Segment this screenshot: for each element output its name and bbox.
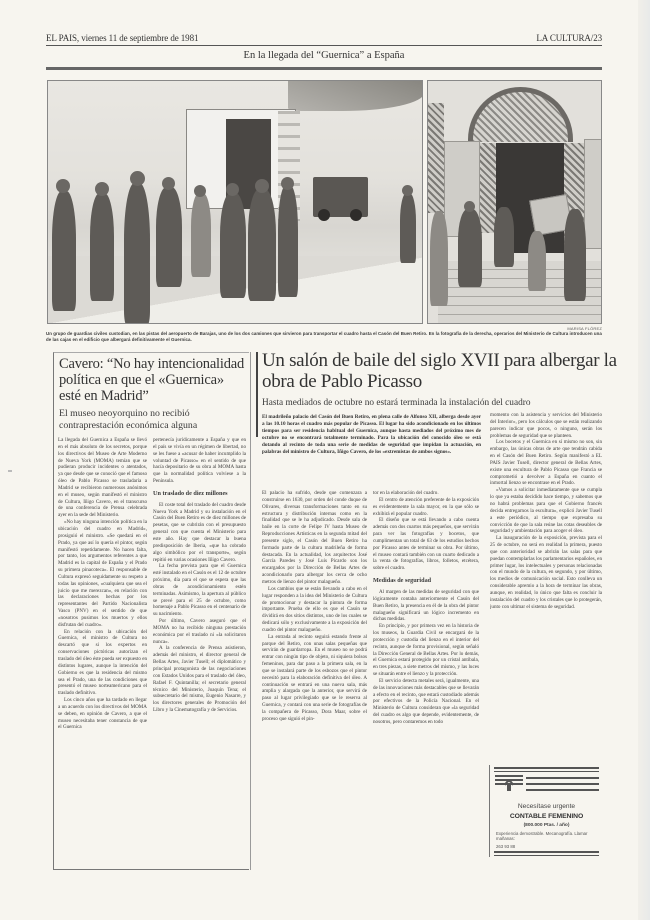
- paragraph: La entrada al recinto seguirá estando frente al parque del Retiro, con unas salas pequeñas que servirán de guardarropa. En el museo no se podrá entrar con ningún tipo de objeto, ni siquiera bolsos femeninos, para dar paso a la primera sala, en la que se instalará parte de los esbozos que el pintor necesitó para la elaboración definitiva del óleo. A continuación se entrará en una nueva sala, más amplia y alargada que la anterior, que servirá de paso al lugar privilegiado que se le reserva al Guernica, y contará con una serie de fotografías de la compañera de Picasso, Dora Maar, sobre el proceso que siguió el pin-: [262, 633, 367, 722]
- paragraph: A la conferencia de Prensa asistieron, además del ministro, el director general de Bellas Artes, Javier Tusell; el diplomático y principal protagonista de las negociaciones con Estados Unidos para el traslado del óleo, Rafael F. Quintanilla; el secretario general técnico del Ministerio, Joaquín Tena; el subsecretario del mismo, Eugenio Nasarre, y los directores generales de Promoción del Libro y la Cinematografía y de Servicios.: [153, 645, 246, 714]
- paragraph: El diseño que se está llevando a cabo cuenta además con dos cuartos más pequeños, que servirán para ver las fotografías y bocetos, que cumplimentan un total de 63 de los estudios hechos por Picasso antes de terminar su obra. Por último, el museo contará también con un cuarto dedicado a la venta de fotografías, libros, folletos, etcétera, sobre el cuadro.: [373, 517, 479, 572]
- main-article-headline: Un salón de baile del siglo XVII para albergar la obra de Pablo Picasso: [262, 350, 617, 392]
- ad-rule: [494, 771, 599, 772]
- ad-role: CONTABLE FEMENINO: [509, 813, 584, 820]
- paragraph: La inauguración de la exposición, prevista para el 25 de octubre, no será en realidad la primera, puesto que con anterioridad se abrirán las salas para que puedan contemplarlas los parlamentarios españoles, en primer lugar, los intelectuales y personas relacionadas con el mundo de la cultura, en segundo, y por último, los medios de comunicación social. Esto conlleva un considerable apremio a la hora de terminar las obras, aunque, en realidad, lo único que falta es concluir la instalación del cuadro y los cristales que lo protegerán, junto con ultimar el sistema de seguridad.: [490, 535, 602, 610]
- main-article-column-3: [490, 412, 602, 750]
- ad-rule: [494, 851, 599, 853]
- guard-figure: [220, 193, 246, 298]
- company-logo-icon: [495, 773, 523, 791]
- newspaper-date: EL PAIS, viernes 11 de septiembre de 1981: [46, 33, 199, 43]
- worker-figure: [458, 209, 482, 287]
- paragraph: La fecha prevista para que el Guernica esté instalado en el Casón es el 12 de octubre próximo, día para el que se espera que las obras de acondicionamiento estén terminadas. Asimismo, la apertura al público se prevé para el 25 de octubre, como homenaje a Pablo Picasso en el centenario de su nacimiento.: [153, 563, 246, 618]
- subsection-heading: Medidas de seguridad: [373, 577, 432, 585]
- guard-figure: [124, 183, 150, 324]
- worker-head: [464, 201, 475, 212]
- section-page-number: LA CULTURA/23: [536, 33, 602, 43]
- paragraph: En relación con la ubicación del Guernica, el ministro de Cultura no descartó que si los expertos en conservaciones pictóricas autorizan el traslado del óleo éste pueda ser expuesto en distintos lugares, aunque la intención del Gobierno es que la residencia del mismo sea el Prado, una de las condiciones que presentó el museo norteamericano para el traslado definitivo.: [58, 628, 147, 697]
- headline-accent-bar: [256, 352, 258, 437]
- masthead: [46, 33, 602, 45]
- paragraph: Los bocetos y el Guernica en sí mismo no son, sin embargo, las únicas obras de arte que tendrán cabida en el Casón del Buen Retiro. Según manifestó a EL PAIS Javier Tusell, director general de Bellas Artes, existe una escultura de Pablo Picasso que Francia se comprometió a devolver a España en cuanto el inmortal lienzo se encontrase en el Prado.: [490, 439, 602, 487]
- paragraph: Los cambios que se están llevando a cabo en el lugar responden a la idea del Ministerio de Cultura de promocionar y destacar la pintura de forma importante. Prueba de ello es que el Casón se dividirá en dos sitios distintos, uno de los cuales se dedicará sólo y exclusivamente a la exposición del cuadro del pintor malagueño.: [262, 585, 367, 633]
- paragraph: «No hay ninguna intención política en la ubicación del cuadro en Madrid», prosiguió el ministro. «Se quedará en el Prado, ya que así lo quería el pintor, según manifestó repetidamente. No hacen falta, por tanto, los argumentos referentes a que Madrid es la capital de España y el Prado su primera pinacoteca». El responsable de Cultura expresó seguidamente su respeto a todas las opiniones, «cualquiera que sea el juicio que me merezcan», en relación con las declaraciones hechas por los representantes del Partido Nacionalista Vasco (PNV) en el sentido de que «nosotros pusimos los muertos y ellos disfrutan del cuadro».: [58, 519, 147, 628]
- photo-credit: MARISA FLÓREZ: [567, 326, 602, 331]
- guard-figure: [400, 193, 416, 263]
- paragraph: El palacio ha sufrido, desde que comenzara a construirse en 1630, por orden del conde duque de Olivares, diversas transformaciones tanto en su estructura y distribución internas como en la finalidad que se le ha adjudicado. Desde sala de baile en la corte de Felipe IV hasta Museo de Reproducciones Artísticas en la segunda mitad del presente siglo, el Casón del Buen Retiro ha formado parte de la cultura madrileña de forma destacada. En la actualidad, los arquitectos José García Paredes y José Luis Picardo son los encargados por la Dirección de Bellas Artes de acondicionarlo para albergar los cerca de ocho metros de lienzo del pintor malagueño.: [262, 490, 367, 585]
- ad-phone: 263 93 88: [496, 844, 516, 849]
- ad-rule: [526, 777, 599, 779]
- guard-head: [130, 171, 145, 186]
- masthead-rule: [46, 45, 602, 46]
- paragraph: Por último, Cavero aseguró que el MOMA no ha recibido ninguna prestación económica por el traslado ni «la solicitaron nunca».: [153, 618, 246, 645]
- paragraph: La llegada del Guernica a España se llevó en el más absoluto de los secretos, porque los directivos del Museo de Arte Moderno de Nueva York (MOMA) temían que se pudieran producir incidentes o atentados, ya que desde que se conoció que el famoso óleo de Pablo Picasso se trasladaría a Madrid se recibieron numerosos anónimos en el museo, según manifestó el ministro de Cultura, Iñigo Cavero, en el transcurso de una conferencia de Prensa celebrada ayer en la sede del Ministerio.: [58, 437, 147, 519]
- guard-head: [162, 177, 175, 190]
- guard-figure: [191, 193, 211, 277]
- guard-head: [255, 179, 269, 193]
- door-grille: [480, 143, 496, 233]
- guard-head: [56, 179, 70, 193]
- pillar: [584, 139, 602, 249]
- main-article-column-1: [262, 490, 367, 870]
- ad-rule: [494, 855, 599, 856]
- ad-rule: [526, 789, 599, 791]
- section-rule: [46, 67, 602, 70]
- ad-rule: [526, 783, 599, 785]
- side-article-subheadline: El museo neoyorquino no recibió contraprestación económica alguna: [59, 408, 198, 431]
- worker-figure: [430, 211, 448, 306]
- guard-figure: [156, 187, 182, 287]
- guard-figure: [278, 185, 298, 297]
- side-grille: [428, 103, 444, 213]
- paragraph: Al margen de las medidas de seguridad con que lógicamente contaba anteriormente el Casón del Buen Retiro, la presencia en él de la obra del pintor malagueño significará un lógico incremento en dichas medidas.: [373, 588, 479, 623]
- paragraph: El centro de atención preferente de la exposición es evidentemente la sala mayor, en la que sólo se exhibirá el popular cuadro.: [373, 496, 479, 517]
- guard-head: [95, 182, 109, 196]
- worker-figure: [494, 207, 514, 267]
- paragraph: En principio, y por primera vez en la historia de los museos, la Guardia Civil se encargará de la protección y custodia del lienzo en el interior del recinto, aunque de forma provisional, según señaló la Dirección General de Bellas Artes. Por lo demás, el Guernica estará protegido por un cristal antibala, en tres piezas, a siete metros del mismo, y las luces se situarán entre el lienzo y la protección.: [373, 623, 479, 678]
- guard-head: [281, 177, 294, 190]
- column-divider: [250, 352, 251, 870]
- guard-figure: [52, 191, 76, 311]
- ad-details: Experiencia demostrable. Mecanografía. Llamar mañanas:: [496, 831, 588, 841]
- main-article-lead: El madrileño palacio del Casón del Buen Retiro, en plena calle de Alfonso XII, alberga desde ayer a las 10.10 horas el cuadro más popular de Picasso. El lugar ha sido acondicionado en los últimos tiempos para ser residencia habitual del Guernica, aunque hasta mediados del próximo mes de octubre no se encontrará totalmente terminado. Para la ubicación del conocido óleo se está dotando al recinto de toda una serie de medidas de seguridad que impidan la actuación, en palabras del ministro de Cultura, Iñigo Cavero, de los «extremistas de ambos signos».: [262, 414, 481, 455]
- ad-rule: [494, 767, 599, 769]
- main-article-column-2: [373, 490, 479, 870]
- side-article-headline: Cavero: “No hay intencionalidad política en que el «Guernica» esté en Madrid”: [59, 356, 245, 404]
- paragraph: tor en la elaboración del cuadro.: [373, 490, 439, 496]
- main-article-subheadline: Hasta mediados de octubre no estará terminada la instalación del cuadro: [262, 398, 531, 408]
- paragraph: pertenecía jurídicamente a España y que en el país se vivía en un régimen de libertad, no se les fuese a «acusar de haber incumplido la voluntad de Picasso» en el sentido de que hacía depositario de su obra al MOMA hasta que la normalidad política volviese a la Península.: [153, 437, 246, 485]
- photo-airport-truck: [47, 80, 423, 324]
- section-title: En la llegada del “Guernica” a España: [243, 50, 405, 61]
- side-article-column-1: [58, 437, 147, 867]
- wheel: [350, 209, 362, 221]
- guard-figure: [248, 189, 276, 301]
- guard-head: [226, 183, 239, 196]
- wheel: [318, 209, 330, 221]
- paragraph: Los cinco años que ha tardado en llegar a un acuerdo con los directivos del MOMA se deben, en opinión de Cavero, a que el museo necesitaba tener constancia de que el Guernica: [58, 697, 147, 731]
- paragraph: momento con la asistencia y servicios del Ministerio del Interior», pero los cálculos que se están realizando parecen indicar que pocos, o ninguno, serán los problemas de seguridad que se planteen.: [490, 412, 602, 439]
- worker-figure: [564, 209, 586, 301]
- paragraph: «Vamos a solicitar inmediatamente que se cumpla lo que ya estaba decidido hace tiempo, y sabemos que no habrá problemas para que el Gobierno francés decida entregarnos la escultura», explicó Javier Tusell a este periódico, al tiempo que expresaba su convicción de que la sala reúne las cotas deseables de seguridad y ambientación para acoger el óleo.: [490, 487, 602, 535]
- scan-edge: [638, 0, 650, 920]
- side-article-column-2: [153, 437, 246, 867]
- subsection-heading: Un traslado de diez millones: [153, 489, 228, 497]
- margin-mark: [8, 470, 12, 472]
- guard-head: [194, 185, 206, 197]
- classified-ad: [489, 765, 602, 857]
- plane-wing: [288, 81, 423, 111]
- guard-head: [402, 185, 413, 196]
- photo-caption: Un grupo de guardias civiles custodian, en las pistas del aeropuerto de Barajas, uno de los dos camiones que sirvieron para transportar el cuadro hasta el Casón del Buen Retiro. En la fotografía de la derecha, operarios del Ministerio de Cultura introducen una de las cajas en el edificio que albergará definitivamente el Guernica.: [46, 331, 602, 342]
- worker-figure: [528, 231, 546, 291]
- paragraph: El coste total del traslado del cuadro desde Nueva York a Madrid y su instalación en el Casón del Buen Retiro es de diez millones de pesetas, que se cubrirán con el presupuesto general con que cuenta el Ministerio para este año. Hay que destacar la buena predisposición de Iberia, «que ha cobrado algo simbólico por el transporte», según repitió en varias ocasiones Iñigo Cavero.: [153, 501, 246, 563]
- paragraph: El servicio detecta metales será, igualmente, una de las innovaciones más destacables que se llevarán a efecto en el recinto, que estará custodiado además por efectivos de la Policía Nacional. En el Ministerio de Cultura consideran que «la seguridad del cuadro es algo que depende, evidentemente, de nosotros, pero contaremos en todo: [373, 677, 479, 725]
- photo-cason-entrance: [427, 80, 602, 324]
- ad-salary: (800.000 Ptas. / año): [523, 823, 570, 828]
- ad-title: Necesítase urgente: [517, 803, 576, 810]
- guard-figure: [90, 193, 114, 301]
